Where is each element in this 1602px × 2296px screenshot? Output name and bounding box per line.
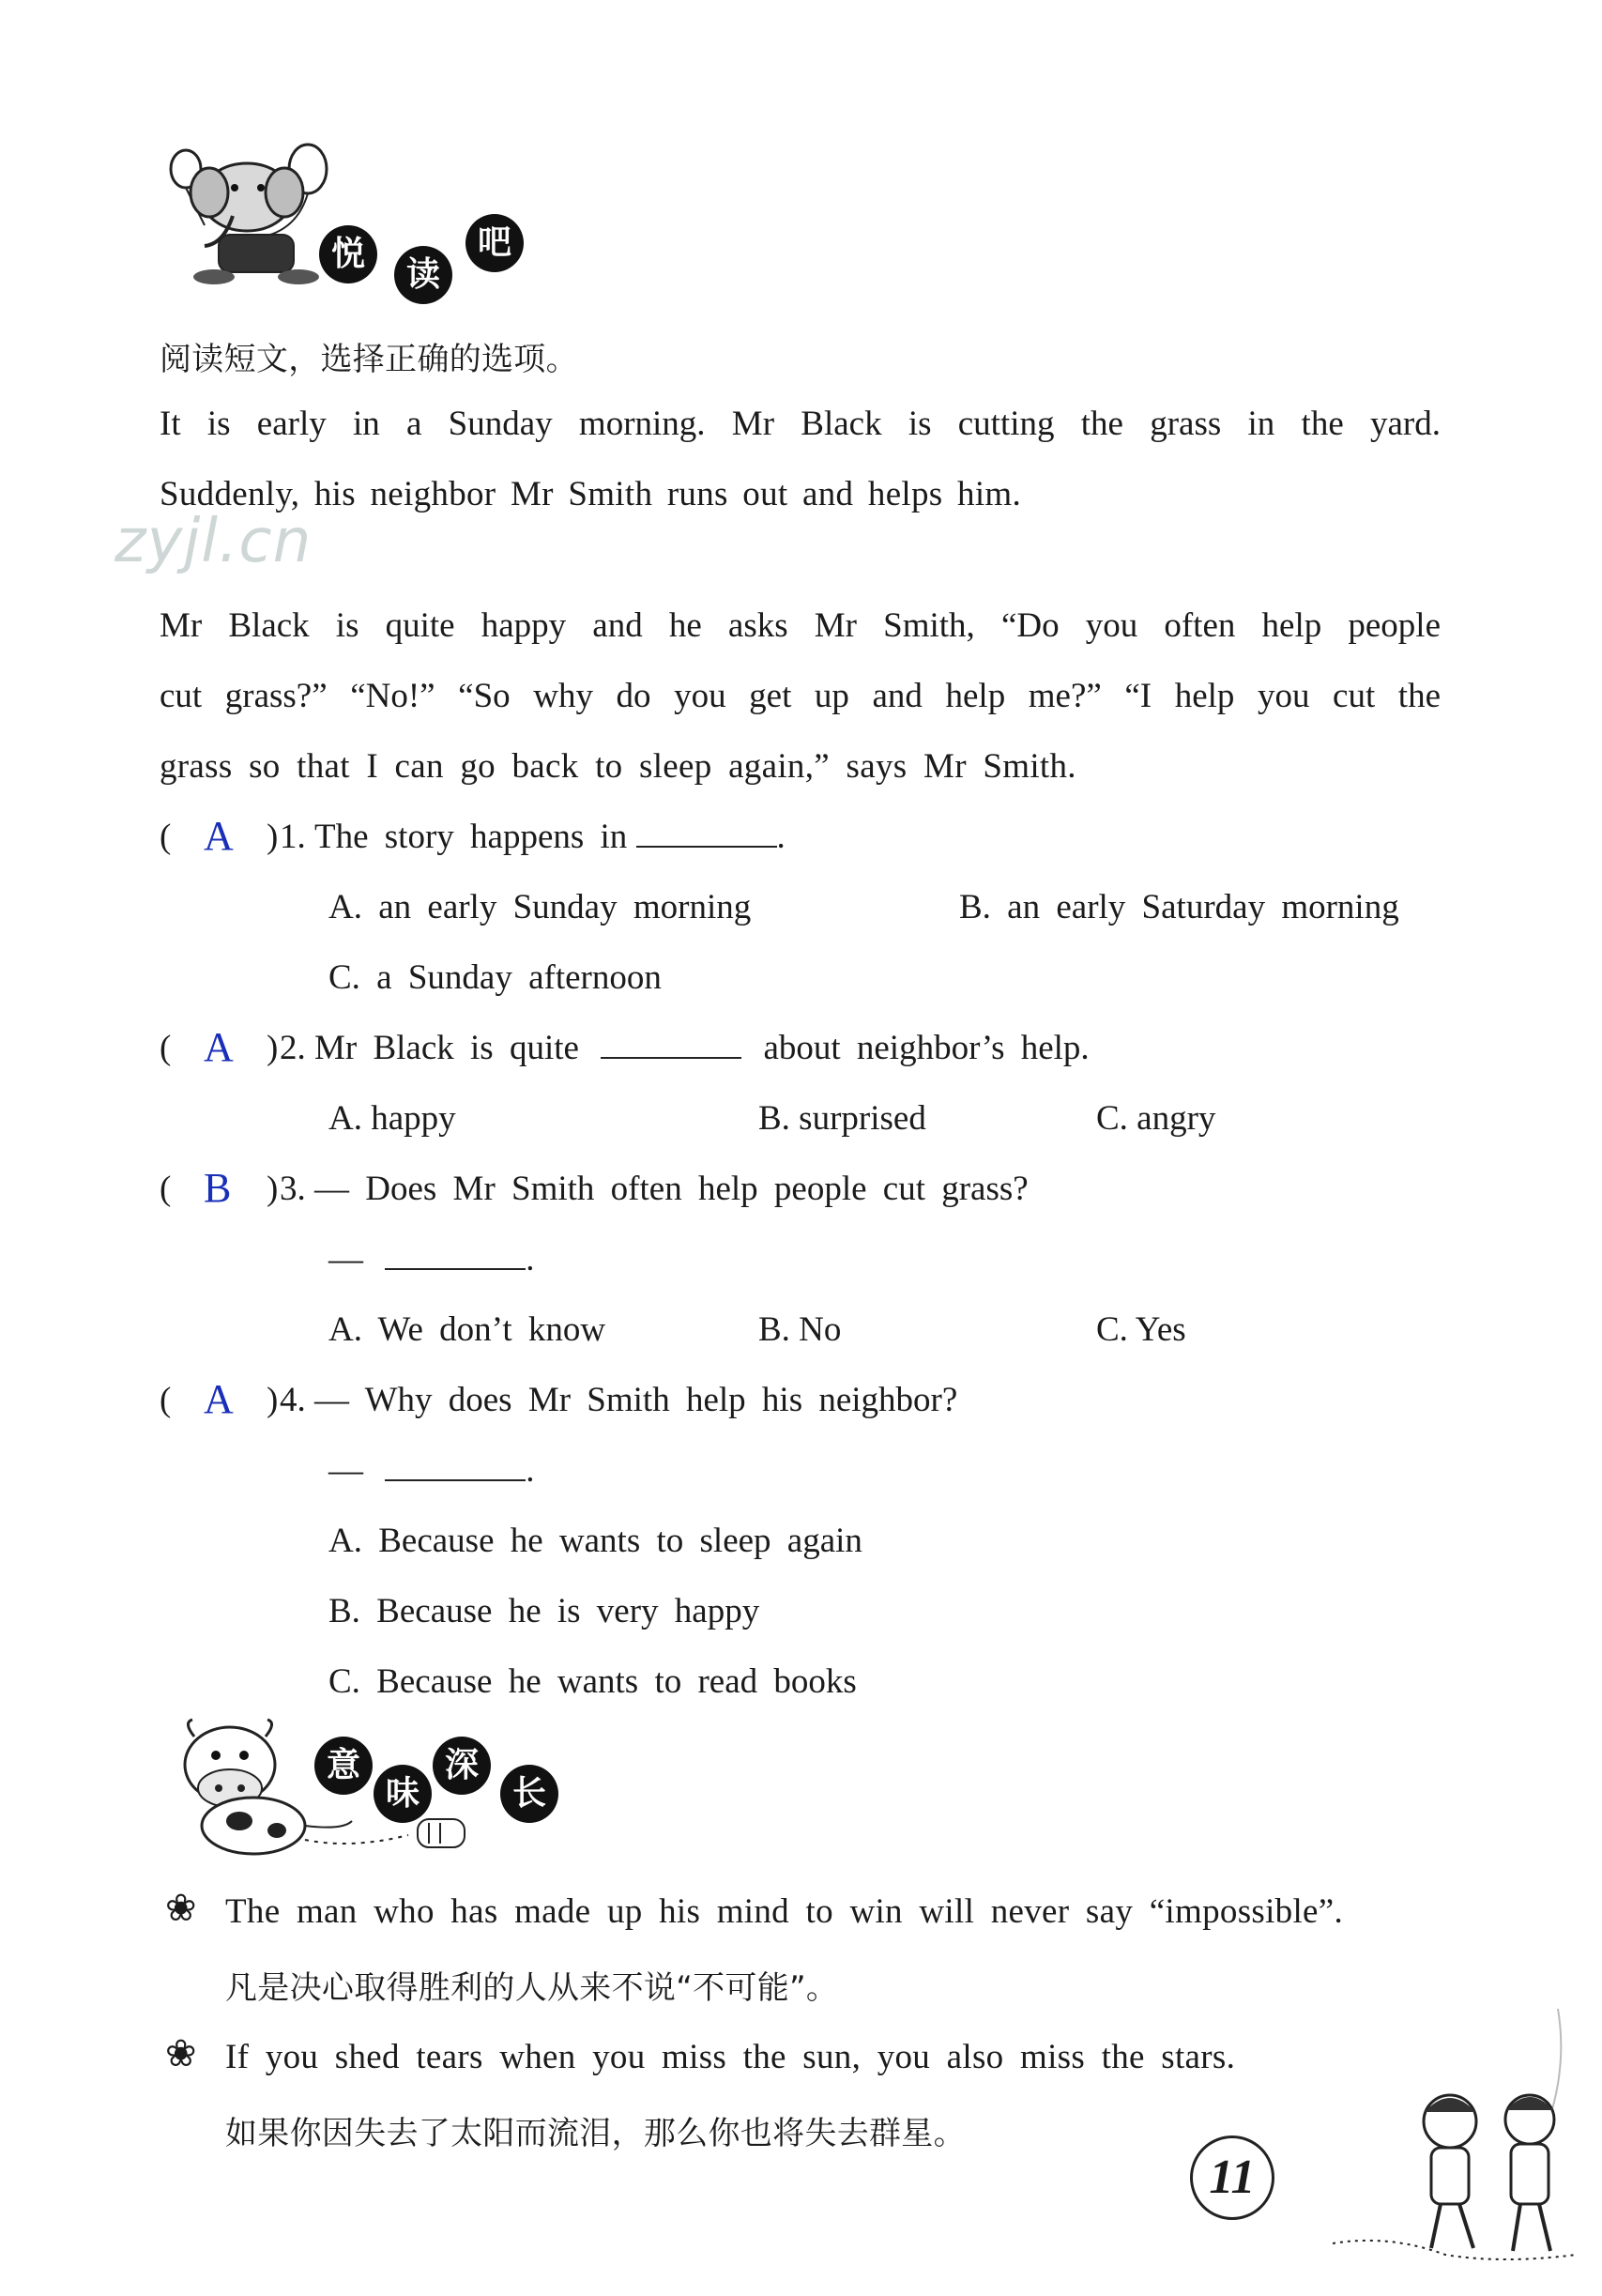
q1-open-paren: (: [160, 818, 172, 856]
q3-stem: — Does Mr Smith often help people cut grass?: [314, 1170, 1029, 1208]
instruction-text: 阅读短文，选择正确的选项。: [160, 341, 578, 378]
passage-line-3: Mr Black is quite happy and he asks Mr Smith, “Do you often help people: [160, 606, 1441, 645]
q4-response-line: [328, 1450, 535, 1491]
quote-2-english: If you shed tears when you miss the sun, you also miss the stars.: [225, 2038, 1236, 2076]
flower-bullet-icon: ❀: [165, 1887, 197, 1930]
q3-open-paren: (: [160, 1170, 172, 1208]
section2-title-char-1: 意: [314, 1737, 373, 1795]
section1-title-char-3: 吧: [465, 214, 524, 272]
q2-option-b: B. surprised: [758, 1099, 926, 1138]
q3-answer: B: [204, 1165, 232, 1211]
q4-dash-end: .: [526, 1451, 535, 1490]
q2-stem-end: about neighbor’s help.: [763, 1029, 1090, 1067]
q4-open-paren: (: [160, 1381, 172, 1419]
q1-answer: A: [204, 813, 234, 859]
q3-text: [280, 1169, 1029, 1209]
section2-title-char-4: 长: [500, 1765, 558, 1823]
q4-dash: —: [328, 1451, 363, 1490]
q4-text: [280, 1380, 957, 1420]
q4-stem: — Why does Mr Smith help his neighbor?: [314, 1381, 958, 1419]
q3-dash: —: [328, 1240, 363, 1278]
q3-number: 3.: [280, 1170, 306, 1208]
section1-title-char-1: 悦: [319, 225, 377, 283]
q1-option-c: C. a Sunday afternoon: [328, 958, 662, 997]
children-illustration: [1333, 2009, 1586, 2272]
q3-response-line: [328, 1239, 535, 1279]
q1-close-paren: ): [267, 818, 279, 856]
q3-blank: [385, 1240, 526, 1270]
q1-blank: [636, 818, 777, 848]
q2-blank: [601, 1029, 741, 1059]
quote-2-chinese: 如果你因失去了太阳而流泪，那么你也将失去群星。: [225, 2115, 966, 2152]
q4-close-paren: ): [267, 1381, 279, 1419]
watermark-text: zyjl.cn: [114, 507, 313, 576]
q4-answer: A: [204, 1376, 234, 1422]
section2-title-char-3: 深: [433, 1737, 491, 1795]
quote-1-chinese: 凡是决心取得胜利的人从来不说“不可能”。: [225, 1969, 839, 2007]
passage-line-5: grass so that I can go back to sleep again,” says Mr Smith.: [160, 747, 1076, 786]
passage-line-1: It is early in a Sunday morning. Mr Black is cutting the grass in the yard.: [160, 405, 1441, 443]
passage-line-2: Suddenly, his neighbor Mr Smith runs out and helps him.: [160, 475, 1022, 513]
passage-line-4: cut grass?” “No!” “So why do you get up and help me?” “I help you cut the: [160, 677, 1441, 715]
q1-text: [280, 817, 786, 857]
q2-close-paren: ): [267, 1029, 279, 1067]
quote-1-english: The man who has made up his mind to win will never say “impossible”.: [225, 1892, 1344, 1931]
q2-number: 2.: [280, 1029, 306, 1067]
q2-text: [280, 1028, 1090, 1068]
q2-answer: A: [204, 1024, 234, 1070]
q4-number: 4.: [280, 1381, 306, 1419]
q4-blank: [385, 1451, 526, 1481]
q4-option-c: C. Because he wants to read books: [328, 1662, 857, 1701]
q2-open-paren: (: [160, 1029, 172, 1067]
q1-number: 1.: [280, 818, 306, 856]
q3-close-paren: ): [267, 1170, 279, 1208]
q1-stem-end: .: [776, 818, 786, 856]
q4-option-a: A. Because he wants to sleep again: [328, 1522, 862, 1560]
q4-option-b: B. Because he is very happy: [328, 1592, 760, 1630]
q3-dash-end: .: [526, 1240, 535, 1278]
q1-option-a: A. an early Sunday morning: [328, 888, 752, 926]
q2-option-a: A. happy: [328, 1099, 456, 1138]
section1-title-char-2: 读: [394, 246, 452, 304]
section2-title-char-2: 味: [374, 1765, 432, 1823]
q3-option-a: A. We don’t know: [328, 1310, 606, 1349]
q1-stem: The story happens in: [314, 818, 628, 856]
flower-bullet-icon: ❀: [165, 2032, 197, 2075]
q3-option-c: C. Yes: [1096, 1310, 1186, 1349]
page-number: 11: [1190, 2135, 1274, 2220]
q3-option-b: B. No: [758, 1310, 842, 1349]
q1-option-b: B. an early Saturday morning: [959, 888, 1399, 926]
q2-stem: Mr Black is quite: [314, 1029, 579, 1067]
q2-option-c: C. angry: [1096, 1099, 1216, 1138]
